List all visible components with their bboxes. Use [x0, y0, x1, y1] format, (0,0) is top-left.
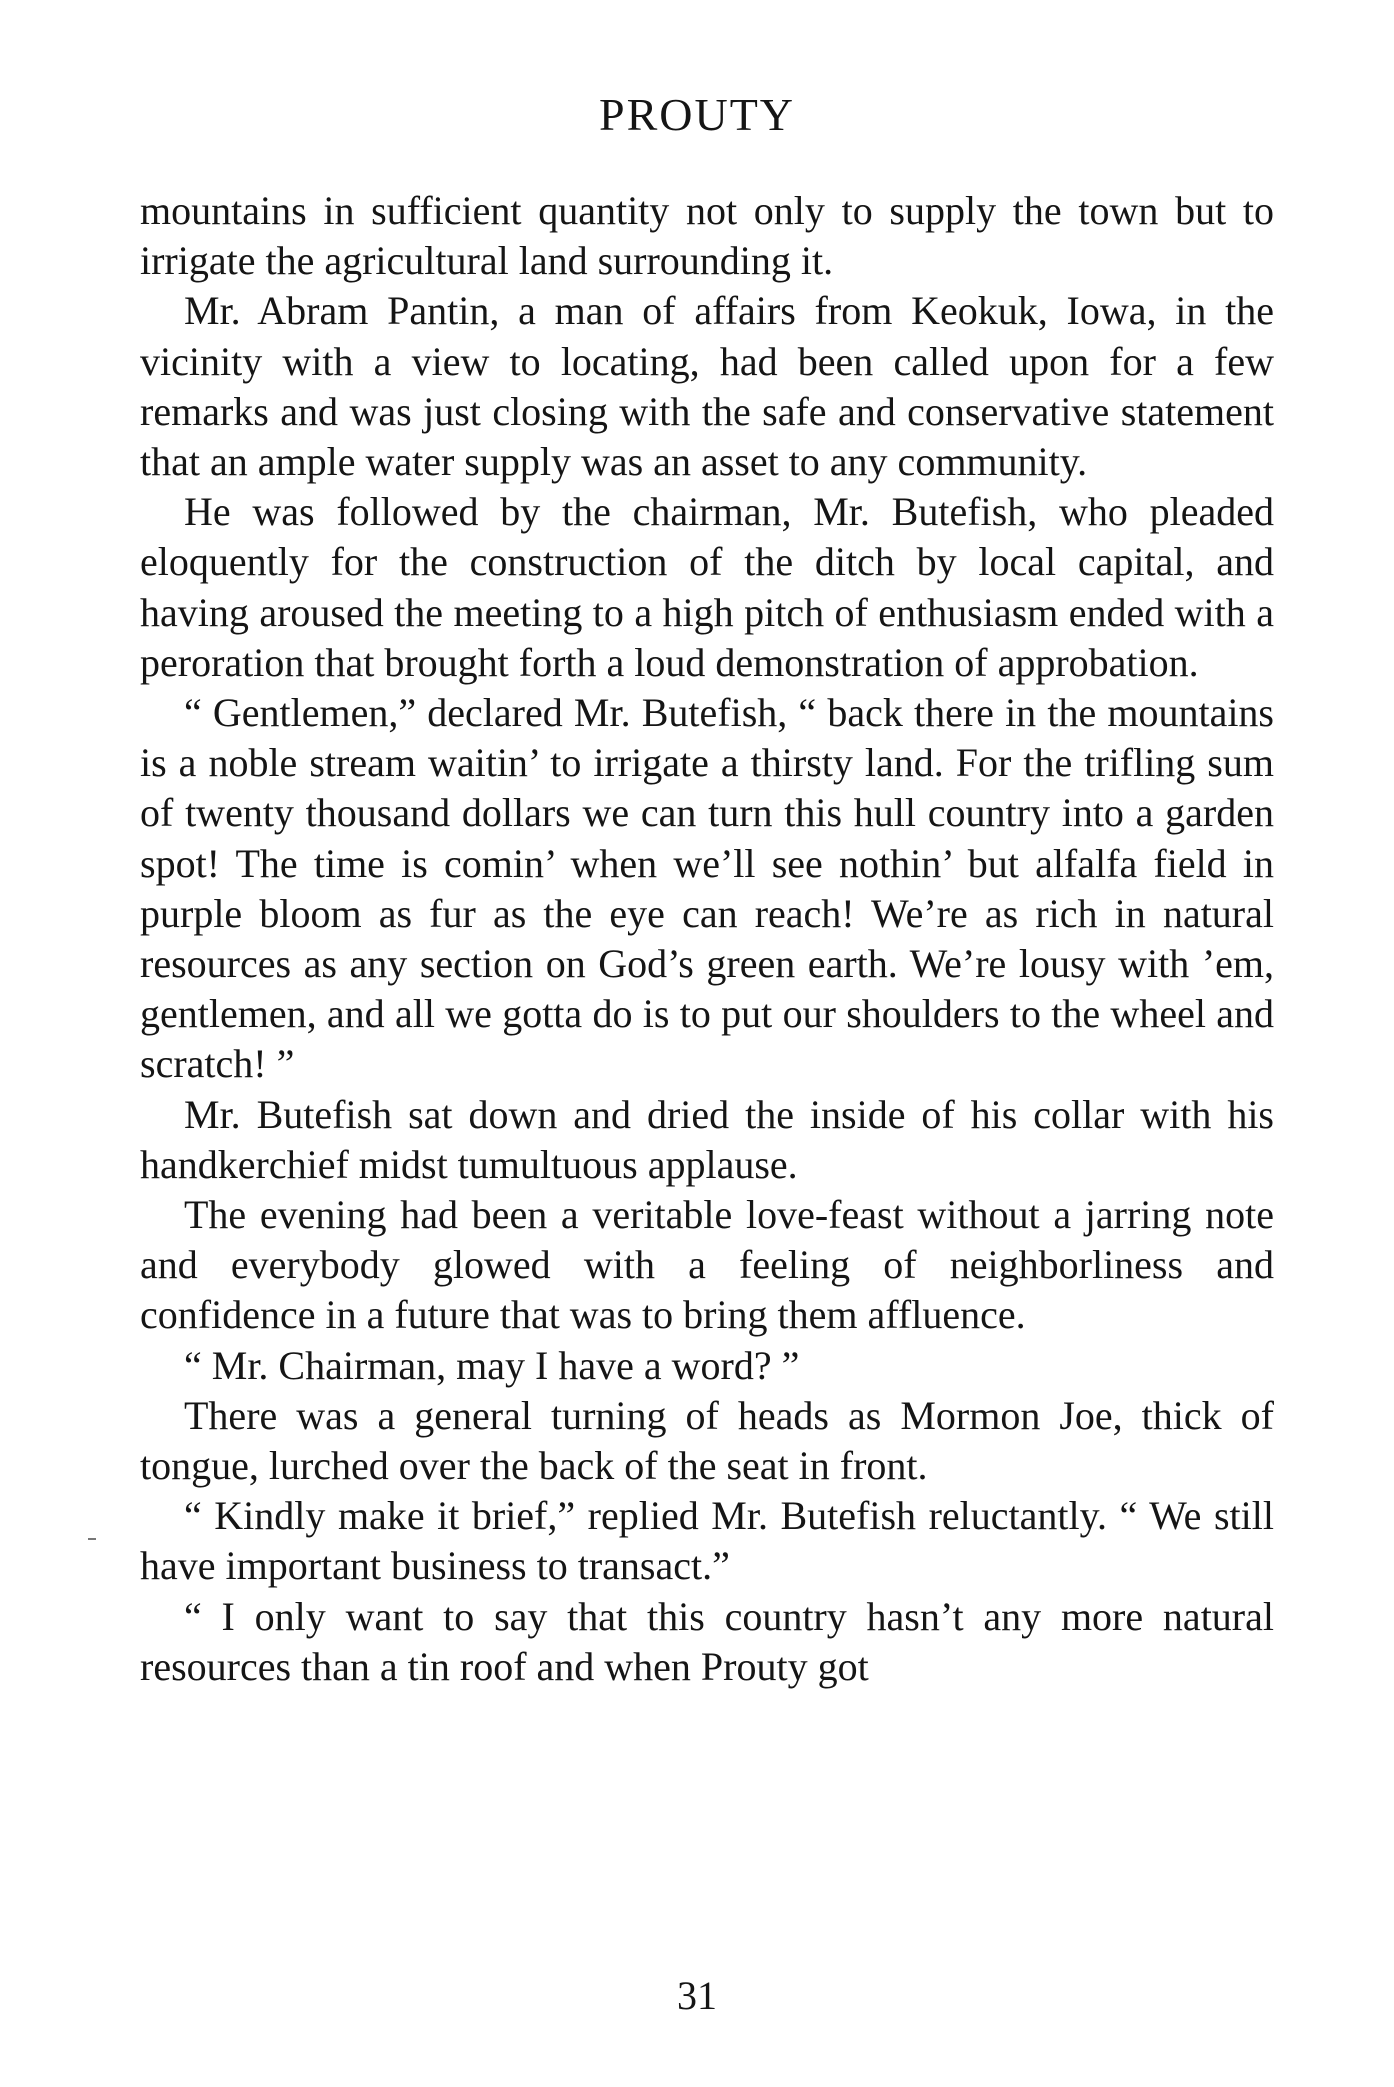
paragraph: “ Kindly make it brief,” replied Mr. Butefish reluctantly. “ We still have important business to transact.” [140, 1493, 1274, 1589]
paragraph: He was followed by the chairman, Mr. Butefish, who pleaded eloquently for the construction of the ditch by local capital, and having aroused the meeting to a high pitch of enthusiasm ended with a peroration that brought forth a loud demonstration of approbation. [140, 489, 1274, 685]
paragraph: “ Gentlemen,” declared Mr. Butefish, “ back there in the mountains is a noble stream waitin’ to irrigate a thirsty land. For the trifling sum of twenty thousand dollars we can turn this hull country into a garden spot! The time is comin’ when we’ll see nothin’ but alfalfa field in purple bloom as fur as the eye can reach! We’re as rich in natural resources as any section on God’s green earth. We’re lousy with ’em, gentlemen, and all we gotta do is to put our shoulders to the wheel and scratch! ” [140, 690, 1274, 1087]
running-head: PROUTY [598, 89, 796, 140]
body-text [140, 186, 1274, 1692]
page-number: 31 [677, 1973, 717, 2018]
paragraph: “ Mr. Chairman, may I have a word? ” [184, 1342, 800, 1388]
paragraph: Mr. Butefish sat down and dried the inside of his collar with his handkerchief midst tumultuous applause. [140, 1091, 1274, 1187]
paragraph: “ I only want to say that this country hasn’t any more natural resources than a tin roof and when Prouty got [140, 1593, 1274, 1689]
stray-print-mark [88, 1538, 96, 1540]
paragraph-continued: mountains in sufficient quantity not only to supply the town but to irrigate the agricultural land surrounding it. [140, 188, 1274, 284]
paragraph: There was a general turning of heads as Mormon Joe, thick of tongue, lurched over the back of the seat in front. [140, 1392, 1274, 1489]
paragraph: The evening had been a veritable love-feast without a jarring note and everybody glowed with a feeling of neighborliness and confidence in a future that was to bring them affluence. [140, 1192, 1274, 1338]
paragraph: Mr. Abram Pantin, a man of affairs from Keokuk, Iowa, in the vicinity with a view to locating, had been called upon for a few remarks and was just closing with the safe and conservative statement that an ample water supply was an asset to any community. [140, 288, 1274, 485]
